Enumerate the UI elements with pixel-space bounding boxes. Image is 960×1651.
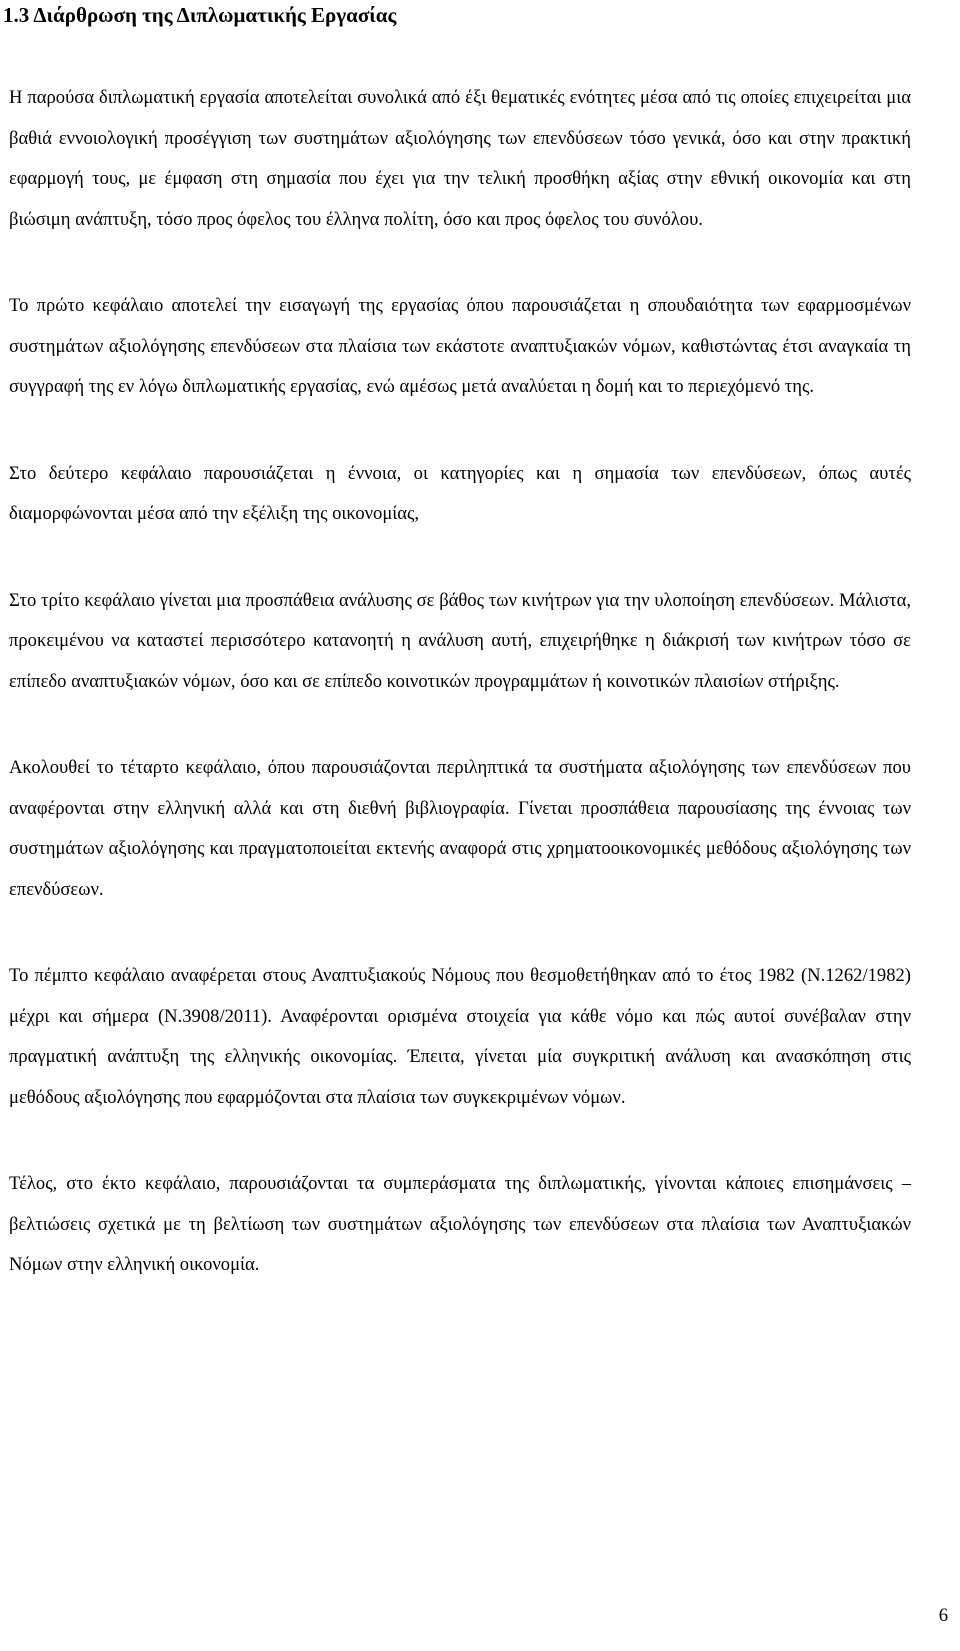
paragraph-chapter-4: Ακολουθεί το τέταρτο κεφάλαιο, όπου παρουσιάζονται περιληπτικά τα συστήματα αξιολόγησης των επενδύσεων που αναφέρονται στην ελληνική αλλά και στη διεθνή βιβλιογραφία. Γίνεται προσπάθεια παρουσίασης της έννοιας των συστημάτων αξιολόγησης και πραγματοποιείται εκτενής αναφορά στις χρηματοοικονομικές μεθόδους αξιολόγησης των επενδύσεων. <box>9 757 911 900</box>
paragraph-chapter-2: Στο δεύτερο κεφάλαιο παρουσιάζεται η έννοια, οι κατηγορίες και η σημασία των επενδύσεων, όπως αυτές διαμορφώνονται μέσα από την εξέλιξη της οικονομίας, <box>9 462 911 524</box>
paragraph-chapter-3: Στο τρίτο κεφάλαιο γίνεται μια προσπάθεια ανάλυσης σε βάθος των κινήτρων για την υλοποίηση επενδύσεων. Μάλιστα, προκειμένου να καταστεί περισσότερο κατανοητή η ανάλυση αυτή, επιχειρήθηκε η διάκρισή των κινήτρων τόσο σε επίπεδο αναπτυξιακών νόμων, όσο και σε επίπεδο κοινοτικών προγραμμάτων ή κοινοτικών πλαισίων στήριξης. <box>9 589 911 692</box>
document-body <box>9 78 911 1286</box>
paragraph-chapter-5: Το πέμπτο κεφάλαιο αναφέρεται στους Αναπτυξιακούς Νόμους που θεσμοθετήθηκαν από το έτος 1982 (Ν.1262/1982) μέχρι και σήμερα (Ν.3908/2011). Αναφέρονται ορισμένα στοιχεία για κάθε νόμο και πώς αυτοί συνέβαλαν στην πραγματική ανάπτυξη της ελληνικής οικονομίας. Έπειτα, γίνεται μία συγκριτική ανάλυση και ανασκόπηση στις μεθόδους αξιολόγησης που εφαρμόζονται στα πλαίσια των συγκεκριμένων νόμων. <box>9 965 911 1108</box>
section-heading: 1.3 Διάρθρωση της Διπλωματικής Εργασίας <box>3 3 397 27</box>
paragraph-chapter-1: Το πρώτο κεφάλαιο αποτελεί την εισαγωγή της εργασίας όπου παρουσιάζεται η σπουδαιότητα των εφαρμοσμένων συστημάτων αξιολόγησης επενδύσεων στα πλαίσια των εκάστοτε αναπτυξιακών νόμων, καθιστώντας έτσι αναγκαία τη συγγραφή της εν λόγω διπλωματικής εργασίας, ενώ αμέσως μετά αναλύεται η δομή και το περιεχόμενό της. <box>9 295 911 397</box>
page-number: 6 <box>938 1605 948 1626</box>
paragraph-intro: Η παρούσα διπλωματική εργασία αποτελείται συνολικά από έξι θεματικές ενότητες μέσα από τις οποίες επιχειρείται μια βαθιά εννοιολογική προσέγγιση των συστημάτων αξιολόγησης των επενδύσεων τόσο γενικά, όσο και στην πρακτική εφαρμογή τους, με έμφαση στη σημασία που έχει για την τελική προσθήκη αξίας στην εθνική οικονομία και στη βιώσιμη ανάπτυξη, τόσο προς όφελος του έλληνα πολίτη, όσο και προς όφελος του συνόλου. <box>9 87 911 230</box>
paragraph-chapter-6: Τέλος, στο έκτο κεφάλαιο, παρουσιάζονται τα συμπεράσματα της διπλωματικής, γίνονται κάποιες επισημάνσεις – βελτιώσεις σχετικά με τη βελτίωση των συστημάτων αξιολόγησης των επενδύσεων στα πλαίσια των Αναπτυξιακών Νόμων στην ελληνική οικονομία. <box>9 1173 911 1275</box>
